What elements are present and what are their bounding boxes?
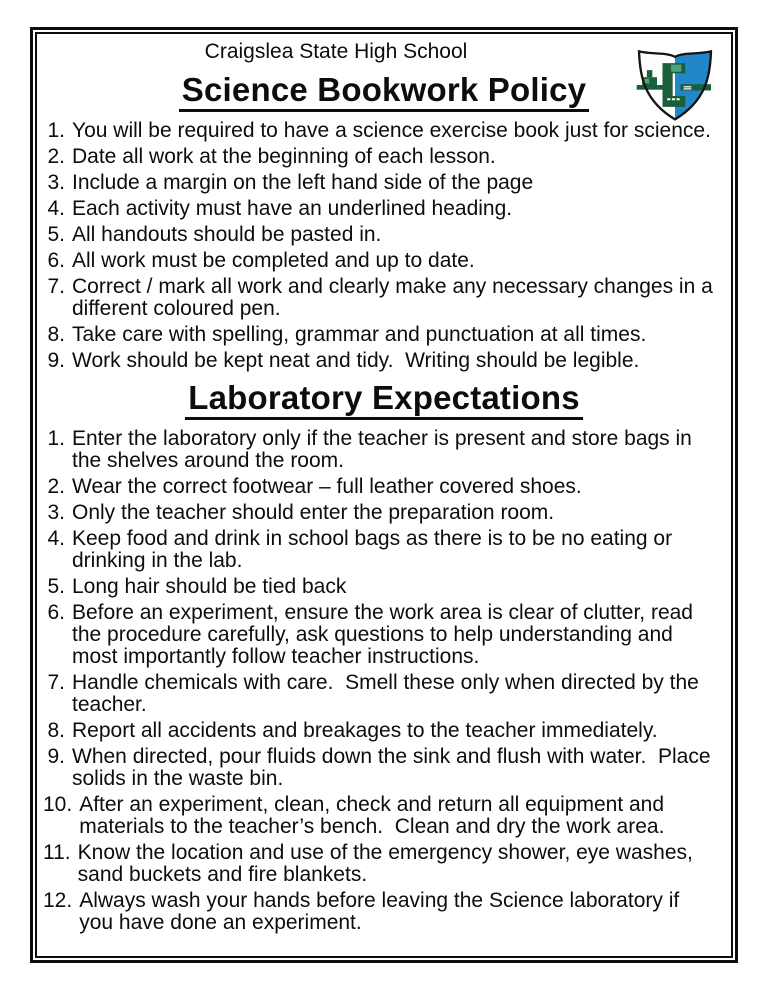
list-item-number: 1. bbox=[47, 119, 65, 142]
list-item bbox=[43, 476, 718, 498]
list-item bbox=[43, 350, 718, 372]
list-item-text: Keep food and drink in school bags as there is to be no eating or drinking in the lab. bbox=[72, 527, 678, 572]
list-item bbox=[43, 602, 718, 668]
list-item-number: 11. bbox=[43, 841, 71, 864]
list-item-text: Know the location and use of the emergency shower, eye washes, sand buckets and fire blankets. bbox=[77, 841, 699, 886]
list-item bbox=[43, 428, 718, 472]
list-item-number: 5. bbox=[47, 575, 65, 598]
section2-title: Laboratory Expectations bbox=[185, 380, 583, 420]
list-item bbox=[43, 324, 718, 346]
list-item-text: All work must be completed and up to date. bbox=[72, 249, 475, 272]
list-item bbox=[43, 528, 718, 572]
list-item-text: Always wash your hands before leaving the Science laboratory if you have done an experiment. bbox=[79, 889, 686, 934]
list-item-text: Date all work at the beginning of each lesson. bbox=[72, 145, 496, 168]
school-crest-icon bbox=[632, 47, 718, 123]
list-item-text: When directed, pour fluids down the sink and flush with water. Place solids in the waste bin. bbox=[72, 745, 717, 790]
list-item-text: Include a margin on the left hand side of the page bbox=[72, 171, 534, 194]
list-item-text: Wear the correct footwear – full leather covered shoes. bbox=[72, 475, 582, 498]
list-item bbox=[43, 746, 718, 790]
list-item bbox=[43, 794, 718, 838]
list-item bbox=[43, 172, 718, 194]
list-item-text: After an experiment, clean, check and return all equipment and materials to the teacher’s bench. Clean and dry the work area. bbox=[79, 793, 670, 838]
list-item-number: 2. bbox=[47, 145, 65, 168]
list-item-number: 3. bbox=[47, 501, 65, 524]
school-name: Craigslea State High School bbox=[204, 40, 468, 63]
list-item-number: 8. bbox=[47, 719, 65, 742]
list-item bbox=[43, 842, 718, 886]
list-item-number: 3. bbox=[47, 171, 65, 194]
section1-title: Science Bookwork Policy bbox=[179, 72, 589, 112]
section-title-row bbox=[37, 72, 731, 112]
list-item-number: 7. bbox=[47, 671, 65, 694]
list-item bbox=[43, 120, 718, 142]
list-item-text: Report all accidents and breakages to the teacher immediately. bbox=[72, 719, 658, 742]
list-item bbox=[43, 720, 718, 742]
laboratory-expectations-list bbox=[37, 428, 731, 934]
page-border-inner bbox=[35, 32, 733, 958]
list-item-number: 5. bbox=[47, 223, 65, 246]
list-item-number: 4. bbox=[47, 527, 65, 550]
list-item-number: 9. bbox=[47, 349, 65, 372]
list-item-text: Work should be kept neat and tidy. Writing should be legible. bbox=[72, 349, 640, 372]
list-item-number: 6. bbox=[47, 249, 65, 272]
list-item bbox=[43, 672, 718, 716]
list-item-number: 9. bbox=[47, 745, 65, 768]
list-item-text: Long hair should be tied back bbox=[72, 575, 347, 598]
list-item-text: All handouts should be pasted in. bbox=[72, 223, 382, 246]
list-item-text: Take care with spelling, grammar and punctuation at all times. bbox=[72, 323, 647, 346]
list-item-number: 12. bbox=[43, 889, 73, 912]
list-item-number: 6. bbox=[47, 601, 65, 624]
section-title-row bbox=[37, 380, 731, 420]
page-border-outer bbox=[30, 27, 738, 963]
bookwork-policy-list bbox=[37, 120, 731, 372]
list-item-text: Only the teacher should enter the preparation room. bbox=[72, 501, 555, 524]
list-item-number: 7. bbox=[47, 275, 65, 298]
list-item bbox=[43, 198, 718, 220]
list-item-number: 8. bbox=[47, 323, 65, 346]
list-item bbox=[43, 146, 718, 168]
list-item-number: 10. bbox=[43, 793, 73, 816]
list-item bbox=[43, 224, 718, 246]
list-item-text: You will be required to have a science exercise book just for science. bbox=[72, 119, 711, 142]
list-item-number: 2. bbox=[47, 475, 65, 498]
list-item-text: Correct / mark all work and clearly make any necessary changes in a different coloured pen. bbox=[72, 275, 719, 320]
list-item-text: Handle chemicals with care. Smell these only when directed by the teacher. bbox=[72, 671, 705, 716]
list-item bbox=[43, 276, 718, 320]
list-item-text: Before an experiment, ensure the work area is clear of clutter, read the procedure carefully, ask questions to help understanding and most importantly follow teacher instructions. bbox=[72, 601, 699, 668]
list-item bbox=[43, 576, 718, 598]
list-item-number: 4. bbox=[47, 197, 65, 220]
list-item-number: 1. bbox=[47, 427, 65, 450]
list-item bbox=[43, 250, 718, 272]
list-item-text: Enter the laboratory only if the teacher is present and store bags in the shelves around the room. bbox=[72, 427, 698, 472]
list-item bbox=[43, 890, 718, 934]
list-item bbox=[43, 502, 718, 524]
list-item-text: Each activity must have an underlined heading. bbox=[72, 197, 513, 220]
